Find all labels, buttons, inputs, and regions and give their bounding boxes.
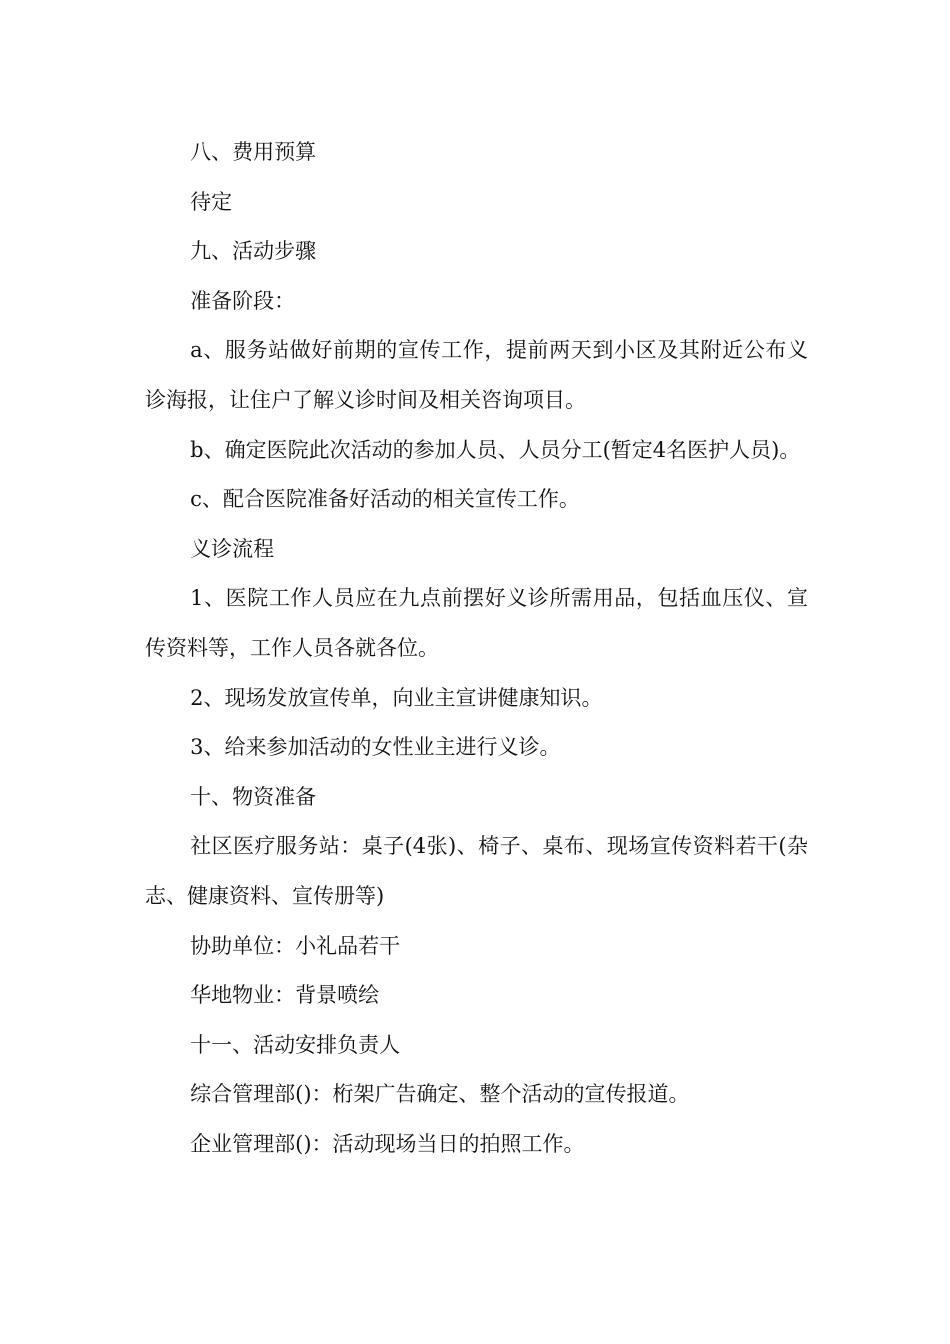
paragraph-step-b: b、确定医院此次活动的参加人员、人员分工(暂定4名医护人员)。 [190, 437, 801, 462]
section-heading-responsible: 十一、活动安排负责人 [190, 1032, 401, 1057]
paragraph-step-a: a、服务站做好前期的宣传工作，提前两天到小区及其附近公布义诊海报，让住户了解义诊时间及相关咨询项目。 [145, 338, 808, 412]
subheading-preparation: 准备阶段： [190, 288, 296, 313]
paragraph-step-c: c、配合医院准备好活动的相关宣传工作。 [190, 487, 580, 512]
section-heading-budget: 八、费用预算 [190, 140, 317, 164]
section-heading-materials: 十、物资准备 [190, 784, 317, 809]
paragraph-materials-property: 华地物业：背景喷绘 [190, 983, 380, 1008]
paragraph-process-3: 3、给来参加活动的女性业主进行义诊。 [190, 735, 561, 760]
paragraph-responsible-admin: 综合管理部()：桁架广告确定、整个活动的宣传报道。 [190, 1082, 690, 1107]
subheading-clinic-process: 义诊流程 [190, 536, 275, 561]
document-page [145, 128, 808, 1169]
paragraph-materials-station: 社区医疗服务站：桌子(4张)、椅子、桌布、现场宣传资料若干(杂志、健康资料、宣传册等) [145, 834, 808, 908]
budget-text: 待定 [190, 189, 233, 214]
paragraph-responsible-enterprise: 企业管理部()：活动现场当日的拍照工作。 [190, 1131, 585, 1156]
section-heading-steps: 九、活动步骤 [190, 239, 317, 264]
paragraph-materials-partner: 协助单位：小礼品若干 [190, 933, 401, 958]
paragraph-process-2: 2、现场发放宣传单，向业主宣讲健康知识。 [190, 685, 603, 710]
paragraph-process-1: 1、医院工作人员应在九点前摆好义诊所需用品，包括血压仪、宣传资料等，工作人员各就各位。 [145, 586, 808, 660]
